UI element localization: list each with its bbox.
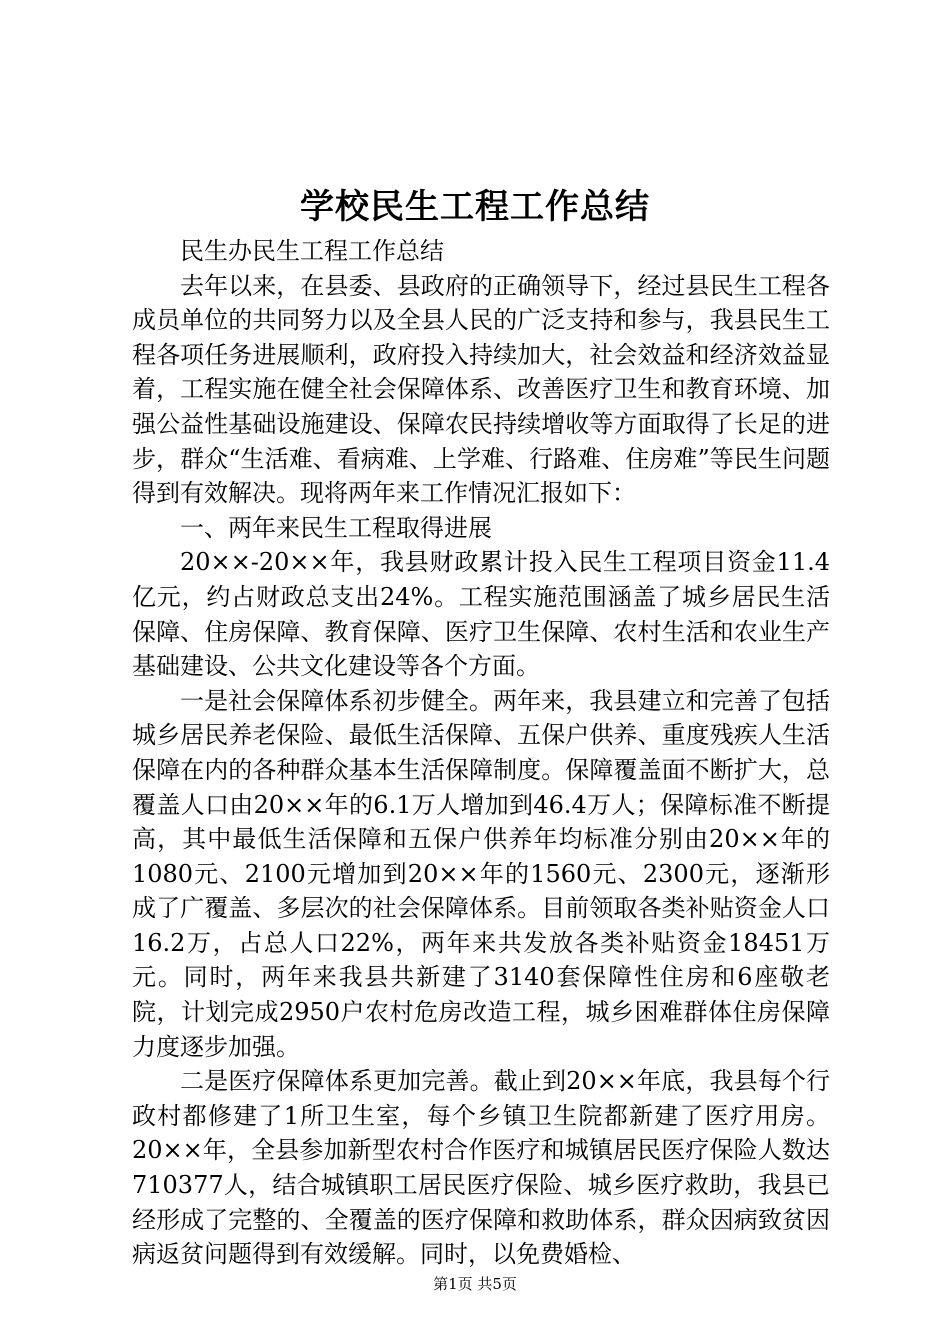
paragraph-subtitle: 民生办民生工程工作总结 — [180, 237, 444, 265]
document-body — [132, 234, 830, 1272]
page-footer: 第1页 共5页 — [433, 1275, 517, 1293]
paragraph-medical-security: 二是医疗保障体系更加完善。截止到20××年底，我县每个行政村都修建了1所卫生室，每个乡镇卫生院都新建了医疗用房。20××年，全县参加新型农村合作医疗和城镇居民医疗保险人数达710377人，结合城镇职工居民医疗保险、城乡医疗救助，我县已经形成了完整的、全覆盖的医疗保障和救助体系，群众因病致贫因病返贫问题得到有效缓解。同时，以免费婚检、 — [132, 1067, 830, 1269]
paragraph-intro: 去年以来，在县委、县政府的正确领导下，经过县民生工程各成员单位的共同努力以及全县人民的广泛支持和参与，我县民生工程各项任务进展顺利，政府投入持续加大，社会效益和经济效益显着，工程实施在健全社会保障体系、改善医疗卫生和教育环境、加强公益性基础设施建设、保障农民持续增收等方面取得了长足的进步，群众“生活难、看病难、上学难、行路难、住房难”等民生问题得到有效解决。现将两年来工作情况汇报如下： — [132, 271, 830, 508]
document-title: 学校民生工程工作总结 — [300, 187, 650, 227]
paragraph-social-security: 一是社会保障体系初步健全。两年来，我县建立和完善了包括城乡居民养老保险、最低生活保障、五保户供养、重度残疾人生活保障在内的各种群众基本生活保障制度。保障覆盖面不断扩大，总覆盖人口由20××年的6.1万人增加到46.4万人；保障标准不断提高，其中最低生活保障和五保户供养年均标准分别由20××年的1080元、2100元增加到20××年的1560元、2300元，逐渐形成了广覆盖、多层次的社会保障体系。目前领取各类补贴资金人口16.2万，占总人口22%，两年来共发放各类补贴资金18451万元。同时，两年来我县共新建了3140套保障性住房和6座敬老院，计划完成2950户农村危房改造工程，城乡困难群体住房保障力度逐步加强。 — [132, 686, 830, 1061]
paragraph-section-heading: 一、两年来民生工程取得进展 — [180, 513, 492, 542]
paragraph-funding: 20××-20××年，我县财政累计投入民生工程项目资金11.4亿元，约占财政总支出24%。工程实施范围涵盖了城乡居民生活保障、住房保障、教育保障、医疗卫生保障、农村生活和农业生产基础建设、公共文化建设等各个方面。 — [132, 548, 830, 681]
